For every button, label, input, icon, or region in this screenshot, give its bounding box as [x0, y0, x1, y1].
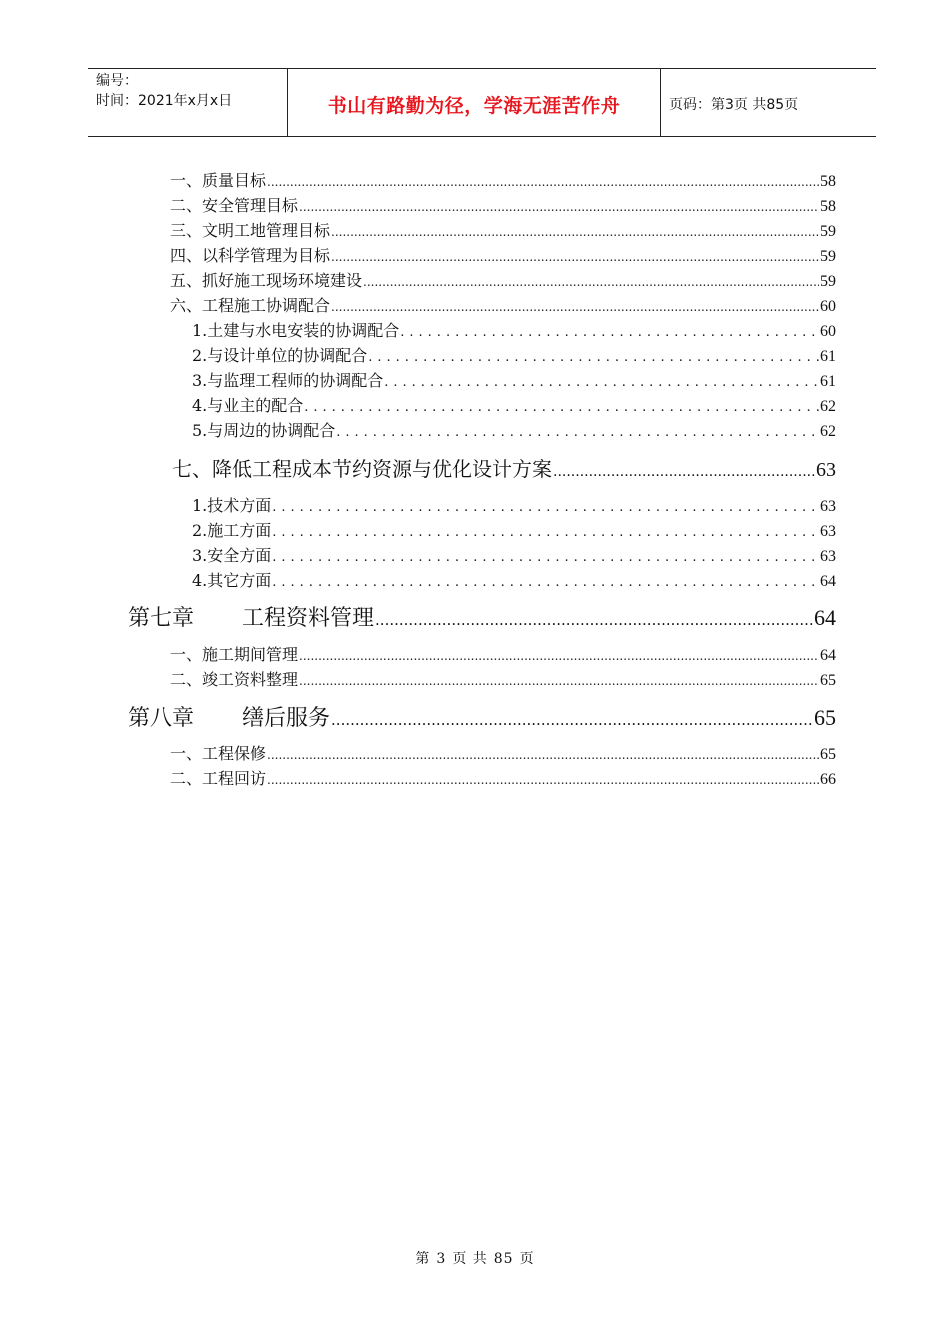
toc-entry-title: 二、安全管理目标 [170, 196, 299, 215]
toc-entry-page: 63 [820, 548, 836, 565]
toc-entry-page: 65 [814, 705, 836, 730]
toc-entry-title: 一、质量目标 [170, 171, 267, 190]
toc-leader-dots [331, 300, 819, 314]
toc-chapter-heading[interactable] [128, 601, 836, 632]
toc-entry-title: 一、施工期间管理 [170, 645, 299, 664]
toc-entry-title: 工程资料管理 [242, 606, 375, 631]
toc-entry-page: 64 [814, 605, 836, 630]
footer-suffix: 页 [519, 1251, 535, 1267]
toc-entry-page: 59 [820, 248, 836, 265]
toc-entry-title: 3.安全方面 [192, 546, 272, 565]
toc-entry-page: 65 [820, 746, 836, 763]
toc-entry-page: 63 [820, 523, 836, 540]
toc-subentry[interactable] [192, 368, 836, 391]
header-motto: 书山有路勤为径，学海无涯苦作舟 [327, 95, 621, 117]
footer-mid: 页 共 [452, 1251, 488, 1267]
toc-entry-title: 1.土建与水电安装的协调配合 [192, 321, 400, 340]
toc-entry-title: 5.与周边的协调配合 [192, 421, 336, 440]
toc-section-heading[interactable] [172, 453, 836, 482]
toc-leader-dots [299, 649, 819, 663]
toc-leader-dots [272, 575, 819, 590]
toc-leader-dots [299, 674, 819, 688]
toc-leader-dots [299, 200, 819, 214]
toc-chapter-number: 第七章 [128, 606, 195, 631]
toc-entry-page: 61 [820, 373, 836, 390]
toc-subentry[interactable] [192, 568, 836, 591]
footer-prefix: 第 [415, 1251, 431, 1267]
toc-leader-dots [336, 425, 819, 440]
toc-subentry[interactable] [192, 393, 836, 416]
toc-entry-page: 66 [820, 771, 836, 788]
footer-page-number: 3 [436, 1251, 447, 1267]
toc-subentry[interactable] [192, 418, 836, 441]
toc-entry[interactable] [170, 741, 836, 764]
toc-entry-title: 七、降低工程成本节约资源与优化设计方案 [172, 457, 552, 481]
toc-entry-title: 4.与业主的配合 [192, 396, 304, 415]
toc-entry-title: 三、文明工地管理目标 [170, 221, 331, 240]
toc-entry-page: 59 [820, 223, 836, 240]
toc-subentry[interactable] [192, 318, 836, 341]
toc-leader-dots [304, 400, 819, 415]
toc-leader-dots [267, 748, 819, 762]
toc-entry-title: 六、工程施工协调配合 [170, 296, 331, 315]
toc-entry-title: 四、以科学管理为目标 [170, 246, 331, 265]
toc-leader-dots [272, 525, 819, 540]
toc-entry[interactable] [170, 193, 836, 216]
toc-entry-page: 63 [820, 498, 836, 515]
toc-entry-title: 2.施工方面 [192, 521, 272, 540]
page-header [88, 68, 876, 137]
toc-entry-page: 65 [820, 672, 836, 689]
toc-subentry[interactable] [192, 518, 836, 541]
page-footer [0, 1248, 950, 1268]
toc-entry-title: 1.技术方面 [192, 496, 272, 515]
toc-entry-title: 3.与监理工程师的协调配合 [192, 371, 384, 390]
toc-entry-title: 4.其它方面 [192, 571, 272, 590]
header-page-info: 页码：第3页 共85页 [669, 96, 799, 113]
toc-entry-title: 二、竣工资料整理 [170, 670, 299, 689]
toc-entry[interactable] [170, 642, 836, 665]
header-number-label: 编号： [96, 73, 138, 89]
toc-chapter-title [128, 601, 374, 632]
toc-leader-dots [368, 350, 819, 365]
toc-entry[interactable] [170, 168, 836, 191]
toc-entry-title: 五、抓好施工现场环境建设 [170, 271, 363, 290]
toc-entry-page: 62 [820, 398, 836, 415]
toc-subentry[interactable] [192, 543, 836, 566]
toc-entry[interactable] [170, 268, 836, 291]
footer-total-pages: 85 [493, 1251, 514, 1267]
toc-entry-page: 60 [820, 298, 836, 315]
toc-subentry[interactable] [192, 493, 836, 516]
toc-entry[interactable] [170, 218, 836, 241]
toc-leader-dots [400, 325, 819, 340]
toc-leader-dots [553, 464, 815, 480]
toc-entry-page: 62 [820, 423, 836, 440]
toc-leader-dots [331, 225, 819, 239]
toc-leader-dots [363, 275, 819, 289]
toc-entry-page: 59 [820, 273, 836, 290]
header-motto-cell [288, 69, 661, 136]
toc-leader-dots [272, 550, 819, 565]
toc-entry[interactable] [170, 667, 836, 690]
toc-leader-dots [267, 175, 819, 189]
toc-chapter-title [128, 701, 330, 732]
toc-entry-page: 61 [820, 348, 836, 365]
toc-chapter-heading[interactable] [128, 701, 836, 732]
toc-leader-dots [384, 375, 819, 390]
toc-entry-page: 64 [820, 647, 836, 664]
toc-entry[interactable] [170, 766, 836, 789]
toc-leader-dots [267, 773, 819, 787]
toc-entry-title: 一、工程保修 [170, 744, 267, 763]
toc-entry-title: 2.与设计单位的协调配合 [192, 346, 368, 365]
header-meta-cell [88, 69, 288, 136]
toc-entry-title: 二、工程回访 [170, 769, 267, 788]
toc-entry-title: 缮后服务 [242, 706, 331, 731]
toc-entry-page: 58 [820, 173, 836, 190]
toc-subentry[interactable] [192, 343, 836, 366]
toc-entry-page: 60 [820, 323, 836, 340]
toc-entry-page: 58 [820, 198, 836, 215]
toc-entry[interactable] [170, 293, 836, 316]
toc-chapter-number: 第八章 [128, 706, 195, 731]
header-time-label: 时间：2021年x月x日 [96, 93, 233, 109]
toc-entry-page: 64 [820, 573, 836, 590]
toc-entry[interactable] [170, 243, 836, 266]
toc-leader-dots [331, 250, 819, 264]
toc-leader-dots [331, 711, 813, 729]
toc-leader-dots [272, 500, 819, 515]
toc-leader-dots [375, 611, 813, 629]
toc-entry-page: 63 [816, 459, 836, 481]
